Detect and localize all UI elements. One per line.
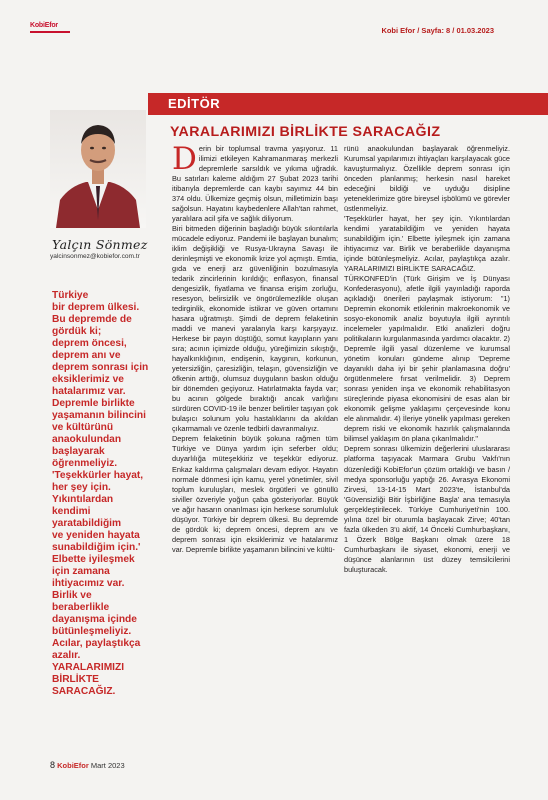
section-band	[148, 93, 548, 115]
author-portrait-illustration	[50, 110, 146, 228]
author-email: yalcinsonmez@kobiefor.com.tr	[50, 253, 140, 260]
running-header: Kobi Efor / Sayfa: 8 / 01.03.2023	[381, 26, 494, 35]
page-footer	[50, 760, 125, 770]
paragraph: Biri bitmeden diğerinin başladığı büyük sıkıntılarla mücadele ediyoruz. Pandemi ile başlayan bunalım; iklim değişikliği ve Rusya-Ukrayna Savaşı ile derinleşmişti ve ekonomik krize yol açmıştı. Emtia, gıda ve enerji arz güvenliğinin bozulmasıyla tedarik zincirlerinin kırıldığı; enflasyon, finansal dengesizlik, fiyatlama ve finansa erişim zorluğu, resesyon, belirsizlik ve öngörülemezlikle oluşan tedirginlik, ekonomide istikrar ve güven ortamını hasara uğratmıştı. Şimdi de deprem felaketinin maddi ve manevi yaralarıyla karşı karşıyayız. Herkese bir payın düştüğü, somut kayıpların yanı sıra; acının içimizde olduğu, yüreğimizin sıkıştığı, hayalkırıklığının, endişenin, kaygının, korkunun, yetersizliğin, çaresizliğin, telaşın, güvensizliğin ve öfkenin arttığı, olumsuz duyguların baskın olduğu bir dönemden geçiyoruz. Hatırlatmakta fayda var; bu acının gölgede bıraktığı ancak varlığını sürdüren COVID-19 ile benzer belirtiler taşıyan çok bulaşıcı solunum yolu hastalıklarını da akıldan çıkarmamalı ve özenle tedbirli davranmalıyız.	[172, 224, 338, 434]
article-column-2	[344, 144, 510, 575]
paragraph: rünü anaokulundan başlayarak öğrenmeliyiz. Kurumsal yapılarımızı ihtiyaçları karşılayacak güce kavuşturmalıyız. Özellikle deprem sonrası için önceden planlanmış; herkesin nasıl hareket edeceğini bildiği ve uyduğu disipline yeteneklerimize göre bireysel işbölümü ve görevler üstlenmeliyiz.	[344, 144, 510, 214]
author-photo	[50, 110, 146, 228]
article-column-1	[172, 141, 338, 555]
paragraph: 'Teşekkürler hayat, her şey için. Yıkıntılardan kendimi yaratabildiğim ve yeniden hayata sunabildiğim için.' Elbette iyileşmek için zamana ihtiyacımız var. Birlik ve beraberlikle dayanışma içinde bütünleşmeliyiz. Acılar, paylaştıkça azalır. YARALARIMIZI BİRLİKTE SARACAĞIZ.	[344, 214, 510, 274]
paragraph: Deprem felaketinin büyük şokuna rağmen tüm Türkiye ve Dünya yardım için seferber oldu; duyarlılığa müteşekkiriz ve teşekkür ediyoruz. Enkaz kaldırma çalışmaları devam ediyor. Hayatın normale dönmesi için kamu, yerel yönetimler, sivil toplum kuruluşları, meslek örgütleri ve gönüllü siviller özveriyle yoğun çaba gösteriyorlar. Büyük ve ağır hasarın onarılması için herkese sorumluluk düşüyor. Türkiye bir deprem ülkesi. Bu depremde de gördük ki; deprem öncesi, deprem anı ve deprem sonrası için eksiklerimiz ve hatalarımız var. Depremle birlikte yaşamanın bilincini ve kültü-	[172, 434, 338, 554]
kobiefor-logo	[30, 22, 74, 36]
logo-text: KobiEfor	[30, 22, 58, 29]
paragraph: TÜRKONFED'in (Türk Girişim ve İş Dünyası Konfederasyonu), afetle ilgili yayınladığı raporda açıkladığı önerileri paylaşmak istiyorum: "1) Depremin ekonomik etkilerinin makroekonomik ve sosyo-ekonomik analiz boyutuyla ilgili ayrıntılı incelemeler yapılmalıdır. Etki analizleri doğru politikaların kurgulanmasında yardımcı olacaktır. 2) Depremle ilgili yasal düzenleme ve kurumsal yönetim konuları gündeme alınıp 'Depreme dayanıklı daha iyi bir şehir planlamasına doğru' örgütlenmelere fırsat verilmelidir. 3) Deprem sonrası yeniden inşa ve ekonomik rehabilitasyon süreçlerinde piyasa ekonomisini de esas alan bir ekonomik gelişme yaklaşımı çerçevesinde konu ele alınmalıdır. 4) İleriye yönelik yapılması gereken deprem riski ve ekonomik hazırlık çalışmalarında bilimsel yaklaşım ön plana çıkarılmalıdır."	[344, 274, 510, 444]
paragraph: erin bir toplumsal travma yaşıyoruz. 11 ilimizi etkileyen Kahramanmaraş merkezli depremlerle sarsıldık ve yıkıma uğradık. Bu satırları kaleme aldığım 27 Şubat 2023 tarihi itibarıyla depremlerde can kaybı sayımız 44 bin 374 oldu. Ülkemize geçmiş olsun, milletimizin başı sağolsun. Hayatını kaybedenlere Allah'tan rahmet, yaralılara acil şifa ve sağlık diliyorum.	[172, 144, 338, 224]
article-headline: YARALARIMIZI BİRLİKTE SARACAĞIZ	[170, 124, 441, 140]
page-number: 8	[50, 760, 56, 770]
pull-quote: Türkiye bir deprem ülkesi. Bu depremde de gördük ki; deprem öncesi, deprem anı ve deprem sonrası için eksiklerimiz ve hatalarımız var. Depremle birlikte yaşamanın bilincini ve kültürünü anaokulundan başlayarak öğrenmeliyiz. 'Teşekkürler hayat, her şey için. Yıkıntılardan kendimi yaratabildiğim ve yeniden hayata sunabildiğim için.' Elbette iyileşmek için zamana ihtiyacımız var. Birlik ve beraberlikle dayanışma içinde bütünleşmeliyiz. Acılar, paylaştıkça azalır. YARALARIMIZI BİRLİKTE SARACAĞIZ.	[52, 290, 149, 697]
footer-brand: KobiEfor	[57, 761, 89, 770]
section-label: EDİTÖR	[168, 96, 221, 111]
author-signature: Yalçın Sönmez	[52, 237, 148, 252]
paragraph: Deprem sonrası ülkemizin değerlerini uluslararası platforma taşıyacak Marmara Grubu Vakfı'nın düzenlediği KobiEfor'un çözüm ortaklığı ve basın / medya sponsorluğu yaptığı 26. Avrasya Ekonomi Zirvesi, 13-14-15 Mart 2023'te, İstanbul'da 'Güvensizliği Bitir İşbirliğine Başla' ana temasıyla gerçekleştirilecek. Türkiye Cumhuriyeti'nin 100. yılına özel bir oturumla başlayacak Zirve; 40'tan fazla ülkeden 3'ü aktif, 14 Önceki Cumhurbaşkanı, 1 Özerk Bölge Başkanı olmak üzere 18 Cumhurbaşkanı ile siyaset, ekonomi, enerji ve düşünce alanlarının üst düzey temsilcilerini buluşturacak.	[344, 444, 510, 574]
drop-cap: D	[172, 141, 197, 177]
logo-bar	[30, 31, 70, 33]
footer-issue: Mart 2023	[90, 761, 125, 770]
